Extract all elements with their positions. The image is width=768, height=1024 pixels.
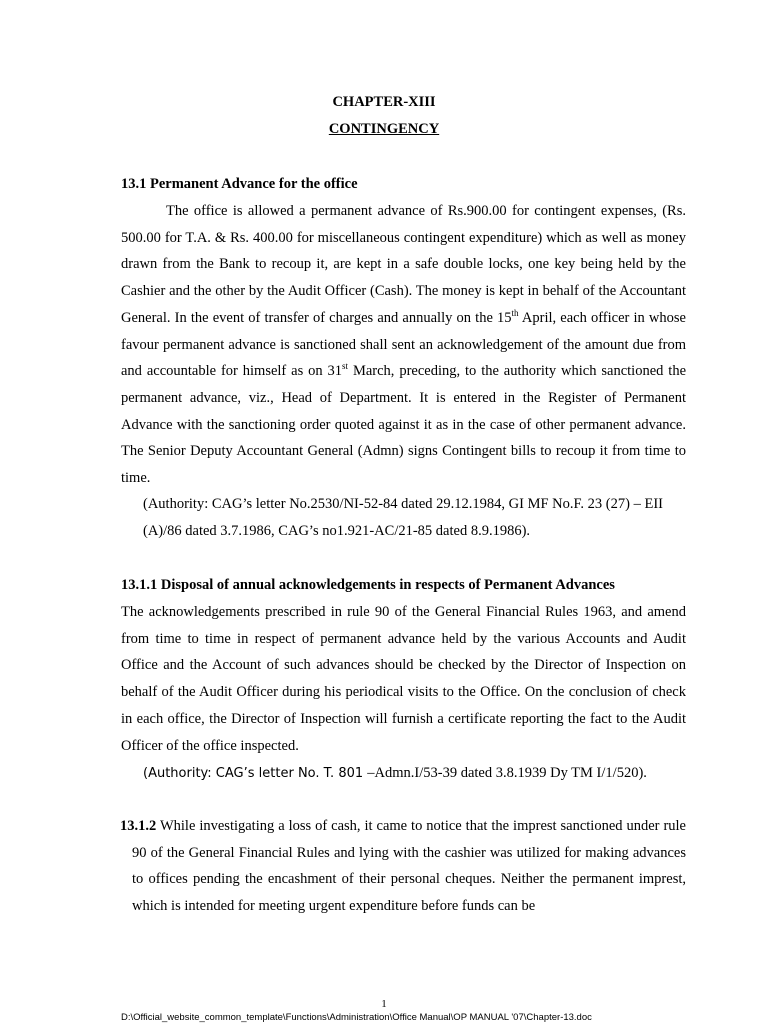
authority-text-part-2: –Admn.I/53-39 dated 3.8.1939 Dy TM I/1/520). bbox=[367, 765, 647, 781]
section-heading-13-1: 13.1 Permanent Advance for the office bbox=[121, 176, 358, 192]
authority-line-2: (A)/86 dated 3.7.1986, CAG’s no1.921-AC/21-85 dated 8.9.1986). bbox=[143, 522, 531, 539]
section-13-1-paragraph bbox=[121, 198, 686, 492]
paragraph-text-part-1: The office is allowed a permanent advance of Rs.900.00 for contingent expenses, (Rs. 500.00 for T.A. & Rs. 400.00 for miscellaneous contingent expenditure) which as well as money drawn from the Bank to recoup it, are kept in a safe double locks, one key being held by the Cashier and the other by the Audit Officer (Cash). The money is kept in behalf of the Accountant General. In the event of transfer of charges and annually on the 15 bbox=[121, 203, 686, 326]
file-path-footer: D:\Official_website_common_template\Functions\Administration\Office Manual\OP MANUAL '07\Chapter-13.doc bbox=[121, 1012, 592, 1023]
section-heading-13-1-1: 13.1.1 Disposal of annual acknowledgements in respects of Permanent Advances bbox=[121, 577, 615, 593]
authority-line-1: (Authority: CAG’s letter No.2530/NI-52-84 dated 29.12.1984, GI MF No.F. 23 (27) – EII bbox=[143, 496, 663, 512]
authority-text-part-1: (Authority: CAG’s letter No. T. 801 bbox=[143, 766, 368, 781]
section-13-1-2-text: While investigating a loss of cash, it came to notice that the imprest sanctioned under rule 90 of the General Financial Rules and lying with the cashier was utilized for making advances to offices pending the encashment of their personal cheques. Neither the permanent imprest, which is intended for meeting urgent expenditure before funds can be bbox=[132, 818, 686, 915]
section-number-13-1-2: 13.1.2 bbox=[120, 818, 157, 834]
chapter-number: CHAPTER-XIII bbox=[332, 94, 436, 110]
paragraph-text-part-2: April, each officer in whose favour permanent advance is sanctioned shall sent an acknowledgement of the amount due from and accountable for himself as on 31 bbox=[121, 309, 686, 380]
paragraph-text-part-3: March, preceding, to the authority which sanctioned the permanent advance, viz., Head of Department. It is entered in the Register of Permanent Advance with the sanctioning order quoted against it as in the case of other permanent advance. The Senior Deputy Accountant General (Admn) signs Contingent bills to recoup it from time to time. bbox=[121, 363, 686, 487]
superscript-th: th bbox=[511, 307, 519, 318]
page-number: 1 bbox=[381, 998, 387, 1010]
chapter-title: CONTINGENCY bbox=[328, 121, 440, 137]
superscript-st: st bbox=[342, 361, 349, 372]
authority-citation-13-1 bbox=[143, 491, 688, 544]
section-13-1-2-paragraph bbox=[120, 813, 686, 920]
section-13-1-1-paragraph: The acknowledgements prescribed in rule 90 of the General Financial Rules 1963, and amend from time to time in respect of permanent advance held by the various Accounts and Audit Office and the Account of such advances should be checked by the Director of Inspection on behalf of the Audit Officer during his periodical visits to the Office. On the conclusion of check in each office, the Director of Inspection will furnish a certificate reporting the fact to the Audit Officer of the office inspected. bbox=[121, 604, 686, 754]
authority-citation-13-1-1 bbox=[143, 760, 688, 788]
